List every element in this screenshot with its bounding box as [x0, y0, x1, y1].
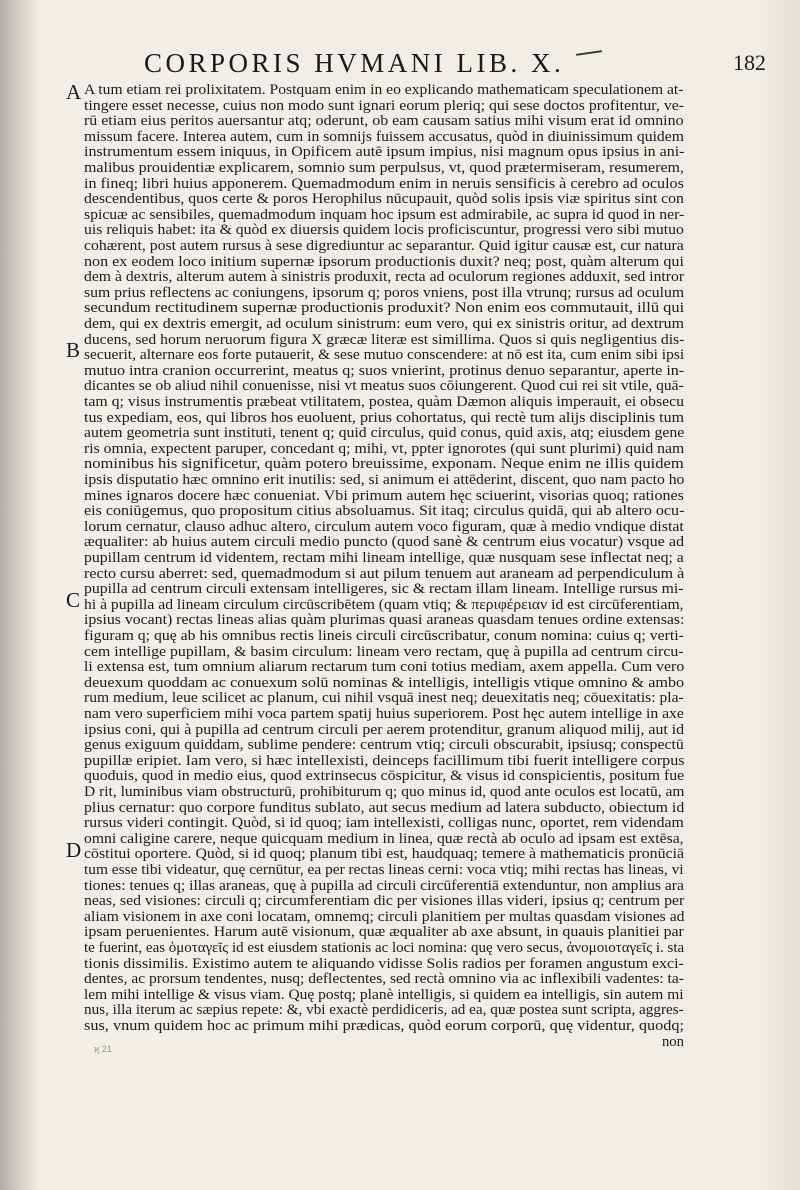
- text-line: sus, vnum quidem hoc ac primum mihi prædicas, quòd eorum corporū, quę videntur, quodq;: [84, 1018, 685, 1034]
- text-line: te fuerint, eas ὁμοταγεῖς id est eiusdem stationis ac loci nomina: quę vero secus, ἀνομοιοταγεῖς i. sta: [84, 940, 685, 956]
- text-line: deuexum quoddam ac conuexum solū nominas & intelligis, intelligis vtique omnino & ambo: [84, 674, 685, 691]
- text-line: tum esse tibi videatur, quę cernūtur, ea per rectas lineas cerni: voca vtiq; mihi rectas has lineas, vi: [84, 862, 684, 878]
- text-line: nam vero superficiem mihi voca partem spatij huius superiorem. Post hęc autem intellige in axe: [84, 706, 684, 722]
- text-line: spicuæ ac sensibiles, quemadmodum inquam hoc ipsum est admirabile, ac supra id quod in ner-: [84, 206, 685, 223]
- text-line: ris omnia, expectent paruper, concedant q; mihi, vt, ppter ignorotes (qui sunt plurimi) quid nam: [84, 440, 685, 457]
- text-line: ipsius vocant) rectas lineas alias quàm plurimas quasi araneas quasdam tenues ordine extensas:: [84, 612, 685, 629]
- text-line: secuerit, alternare eos forte putauerit, & sese mutuo conscendere: at nō est ita, cum enim sibi ipsi: [84, 347, 685, 364]
- text-line: neas, sed visiones: circuli q; circumferentiam dic per visiones illas videri, ipsius q; centrum per: [84, 893, 685, 910]
- text-line: non: [662, 1033, 684, 1050]
- text-line: non ex eodem loco initium supernæ ipsorum productionis duxit? neq; post, quàm alterum qui: [84, 253, 684, 270]
- text-line: tam q; visus instrumentis præbeat vtilitatem, postea, quàm Dæmon aliquis imperauit, ei obsecu: [84, 394, 685, 410]
- text-line: rursus videri contingit. Quòd, si id quoq; iam intellexisti, colligas nunc, oportet, rem videndam: [84, 815, 684, 832]
- text-line: dem à dextris, alterum autem à sinistris produxit, recta ad oculorum regiones adduxit, sed intror: [84, 269, 685, 286]
- text-line: cōstitui oportere. Quòd, si id quoq; planum tibi est, haudquaq; temere à mathematicis pronūciā: [84, 846, 685, 863]
- text-line: genus exiguum quiddam, sublime pendere: centrum vtiq; circuli obscurabit, ipsiusq; conspectū: [84, 737, 684, 754]
- text-line: ipsam peruenientes. Harum autē visionum, quæ æqualiter ab axe absunt, in quauis planitiei par: [84, 924, 684, 941]
- text-line: in fineq; libri huius apponerem. Quemadmodum enim in neruis sensificis à cerebro ad oculos: [84, 175, 684, 192]
- text-line: instrumentum essem iniquus, in Opificem autē ipsum impius, nisi magnum opus ipsius in ani-: [84, 144, 685, 161]
- text-line: ipsis disputatio hæc omnino erit inutilis: sed, si animum ei attēderint, discent, quo nam pacto ho: [84, 472, 685, 488]
- footer-note: ϗ 21: [94, 1044, 112, 1054]
- text-line: li extensa est, tum omnium aliarum rectarum tum coni totius mediam, axem appella. Cum vero: [84, 659, 685, 676]
- text-line: aliam visionem in axe coni locatam, omnemq; circuli planitiem per multas quasdam visiones ad: [84, 908, 685, 925]
- running-head: [80, 44, 780, 84]
- text-line: pupillam centrum id videntem, rectam mihi lineam intellige, quæ nusquam sese inflectat neq; a: [84, 550, 684, 566]
- text-line: ducens, sed horum neruorum figura X græcæ literæ est simillima. Quos si quis negligentius dis-: [84, 331, 685, 348]
- text-line: dicantes se ob aliud nihil conuenisse, nisi vt meatus suos cōiungerent. Quod cui rei sit vtile, quā-: [84, 378, 684, 395]
- text-line: tingere esset necesse, cuius non modo sunt ignari eorum pleriq; qui sese doctos profitentur, ve-: [84, 97, 685, 114]
- text-line: rum medium, leue scilicet ac planum, cui nihil vsquā inest neq; deuexitatis neq; cōuexitatis: pla-: [84, 690, 684, 707]
- text-line: pupillæ eripiet. Iam vero, si hæc intellexisti, deinceps facillimum tibi fuerit intelligere corpus: [84, 752, 685, 769]
- text-line: descendentibus, quos certe & poros Herophilus nūcupauit, quòd solis ipsis viæ spiritus sint con: [84, 191, 684, 208]
- margin-letter-c: C: [66, 588, 81, 612]
- margin-letter-a: A: [66, 80, 82, 104]
- text-line: rū etiam eius peritos auersantur atq; oderunt, ob eam causam satius mihi visum erat id omnino: [84, 113, 684, 130]
- text-line: nus, illa iterum ac sæpius repete: &, vbi exactè perdidiceris, ad ea, quæ postea sunt scripta, aggres-: [84, 1002, 684, 1019]
- text-line: cem intellige pupillam, & basim circulum: lineam vero rectam, quę à pupilla ad centrum circu-: [84, 643, 684, 660]
- text-line: quoduis, quod in medio eius, quod extrinsecus cōspicitur, & visus id conspicientis, positum fue: [84, 768, 685, 785]
- text-line: cohærent, post autem rursus à sese digrediuntur ac separantur. Quid igitur causæ est, cur natura: [84, 238, 684, 254]
- spine-shadow: [0, 0, 40, 1190]
- text-line: autem geometria sunt instituti, tenent q; quid circulus, quid conus, quid axis, atq; eiusdem gene: [84, 425, 685, 442]
- body-text: [84, 80, 684, 1160]
- text-line: figuram q; quę ab his omnibus rectis lineis circuli circūscribatur, conum nomina: cuius q; verti-: [84, 628, 684, 644]
- text-line: sum prius reflectens ac coniungens, ipsorum q; poros vniens, post illa vtrunq; rursus ad oculum: [84, 284, 685, 301]
- text-line: mines ignaros docere hæc conueniat. Vbi primum autem hęc sciuerint, visorias quoq; rationes: [84, 487, 684, 504]
- text-line: nominibus his significetur, quàm potero breuissime, exponam. Neque enim ne illis quidem: [84, 456, 684, 473]
- page-number: 182: [733, 50, 766, 75]
- text-line: pupilla ad centrum circuli extensam intelligeres, sic & rectam illam lineam. Intellige rursus mi-: [84, 581, 684, 598]
- text-line: tionis dissimilis. Existimo autem te aliquando vidisse Solis radios per foramen angustum exci-: [84, 955, 684, 972]
- text-line: lem mihi intellige & visus viam. Quę postq; planè intelligis, si quidem ea intelligis, sin autem mi: [84, 986, 684, 1003]
- text-line: plius cernatur: quo corpore funditus sublato, aut secus medium ad latera subducto, obiectum id: [84, 799, 685, 816]
- text-line: secundum rectitudinem supernæ productionis produxit? Non enim eos commutauit, illū qui: [84, 300, 685, 317]
- text-line: omni caligine carere, neque quicquam medium in linea, quæ rectà ab oculo ad ipsam est extēsa,: [84, 830, 684, 847]
- text-line: tus expediam, eos, qui libros hos euoluent, prius cohortatus, qui rectè tum alijs disciplinis tum: [84, 409, 685, 426]
- text-line: dem, qui ex dextris emergit, ad oculum sinistrum: eum vero, qui ex sinistris oritur, ad dextrum: [84, 316, 684, 332]
- text-line: D rit, luminibus viam obstructurū, prohibiturum q; quo minus id, quod ante oculos est locatū, am: [84, 784, 685, 800]
- text-line: tiones: tenues q; illas araneas, quę à pupilla ad circuli circūferentiā extenduntur, non amplius ara: [84, 877, 684, 894]
- page-title: CORPORIS HVMANI LIB. X.: [144, 48, 565, 78]
- text-line: dentes, ac prorsum tendentes, nusq; deflectentes, sed rectà omnino via ac inflexibili vadentes: ta-: [84, 971, 684, 988]
- margin-letter-d: D: [66, 838, 82, 862]
- text-line: A tum etiam rei prolixitatem. Postquam enim in eo explicando mathematicam speculationem at-: [84, 82, 684, 98]
- text-line: uis reliquis habet: ita & quòd ex diuersis quidem locis proficiscuntur, progressi vero sibi mutuo: [84, 222, 684, 239]
- text-line: recto cursu aberret: sed, quemadmodum si aut pilum tenuem aut araneam ad perpendiculum à: [84, 565, 685, 582]
- text-line: ipsius coni, qui à pupilla ad centrum circuli per aerem protenditur, granum aliquod milij, aut id: [84, 721, 685, 738]
- text-line: missum facere. Interea autem, cum in somnijs fuissem accusatus, quòd in diuinissimum quidem: [84, 128, 684, 145]
- text-line: hi à pupilla ad lineam circulum circūscribētem (quam vtiq; & περιφέρειαν id est circūferentiam,: [84, 596, 684, 613]
- text-line: mutuo intra cranion occurrerint, meatus q; suos vnierint, protinus denuo separantur, aperte in-: [84, 362, 685, 379]
- margin-letter-b: B: [66, 338, 81, 362]
- text-line: malibus prouidentiæ explicarem, somnio sum perpulsus, vt, quod prætermiseram, resumerem,: [84, 160, 684, 176]
- text-line: eis coniūgemus, quo propositum citius absoluamus. Sit itaq; circulus quidā, qui ab altero ocu-: [84, 503, 685, 520]
- text-line: æqualiter: ab huius autem circuli medio puncto (quod sanè & centrum eius vocatur) vsque ad: [84, 534, 685, 551]
- text-line: lorum cernatur, clauso adhuc altero, circulum autem voco figuram, quæ à medio vndique distat: [84, 518, 684, 535]
